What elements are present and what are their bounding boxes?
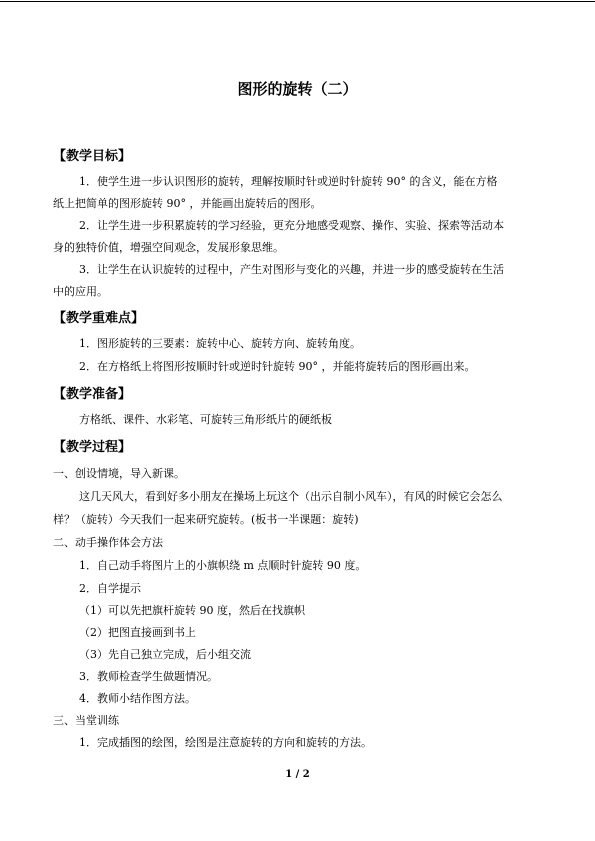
heading-goals: 【教学目标】 <box>53 149 132 164</box>
page-number: 1 / 2 <box>285 769 310 780</box>
goals-line-6: 中的应用。 <box>53 285 108 298</box>
heading-process: 【教学过程】 <box>53 440 132 455</box>
key-points-line-2: 2．在方格纸上将图形按顺时针或逆时针旋转 90° ，并能将旋转后的图形画出来。 <box>79 360 476 373</box>
process-line-7: （1）可以先把旗杆旋转 90 度，然后在找旗帜 <box>79 604 305 617</box>
key-points-line-1: 1．图形旋转的三要素：旋转中心、旋转方向、旋转角度。 <box>79 337 361 350</box>
heading-key-points: 【教学重难点】 <box>53 311 145 326</box>
process-line-8: （2）把图直接画到书上 <box>79 626 196 639</box>
process-line-3: 样？（旋转）今天我们一起来研究旋转。(板书一半课题：旋转) <box>53 513 359 526</box>
process-line-10: 3．教师检查学生做题情况。 <box>79 670 218 683</box>
goals-line-4: 身的独特价值，增强空间观念，发展形象思维。 <box>53 241 284 254</box>
process-line-1: 一、创设情境，导入新课。 <box>53 467 185 480</box>
process-line-4: 二、动手操作体会方法 <box>53 536 163 549</box>
process-line-2: 这几天风大，看到好多小朋友在操场上玩这个（出示自制小风车），有风的时候它会怎么 <box>79 490 503 503</box>
process-line-9: （3）先自己独立完成，后小组交流 <box>79 648 251 661</box>
process-line-11: 4．教师小结作图方法。 <box>79 692 196 705</box>
process-line-12: 三、当堂训练 <box>53 714 119 727</box>
preparation-line-1: 方格纸、课件、水彩笔、可旋转三角形纸片的硬纸板 <box>79 413 332 426</box>
goals-line-5: 3．让学生在认识旋转的过程中，产生对图形与变化的兴趣，并进一步的感受旋转在生活 <box>79 263 504 276</box>
process-line-5: 1．自己动手将图片上的小旗帜绕 m 点顺时针旋转 90 度。 <box>79 559 367 572</box>
goals-line-3: 2．让学生进一步积累旋转的学习经验，更充分地感受观察、操作、实验、探索等活动本 <box>79 219 504 232</box>
top-rule <box>0 1 595 2</box>
process-line-13: 1．完成插图的绘图，绘图是注意旋转的方向和旋转的方法。 <box>79 736 372 749</box>
goals-line-1: 1．使学生进一步认识图形的旋转，理解按顺时针或逆时针旋转 90° 的含义，能在方格 <box>79 175 498 188</box>
process-line-6: 2．自学提示 <box>79 582 141 595</box>
page-title: 图形的旋转（二） <box>237 80 358 98</box>
heading-preparation: 【教学准备】 <box>53 387 132 402</box>
goals-line-2: 纸上把简单的图形旋转 90° ，并能画出旋转后的图形。 <box>53 197 322 210</box>
